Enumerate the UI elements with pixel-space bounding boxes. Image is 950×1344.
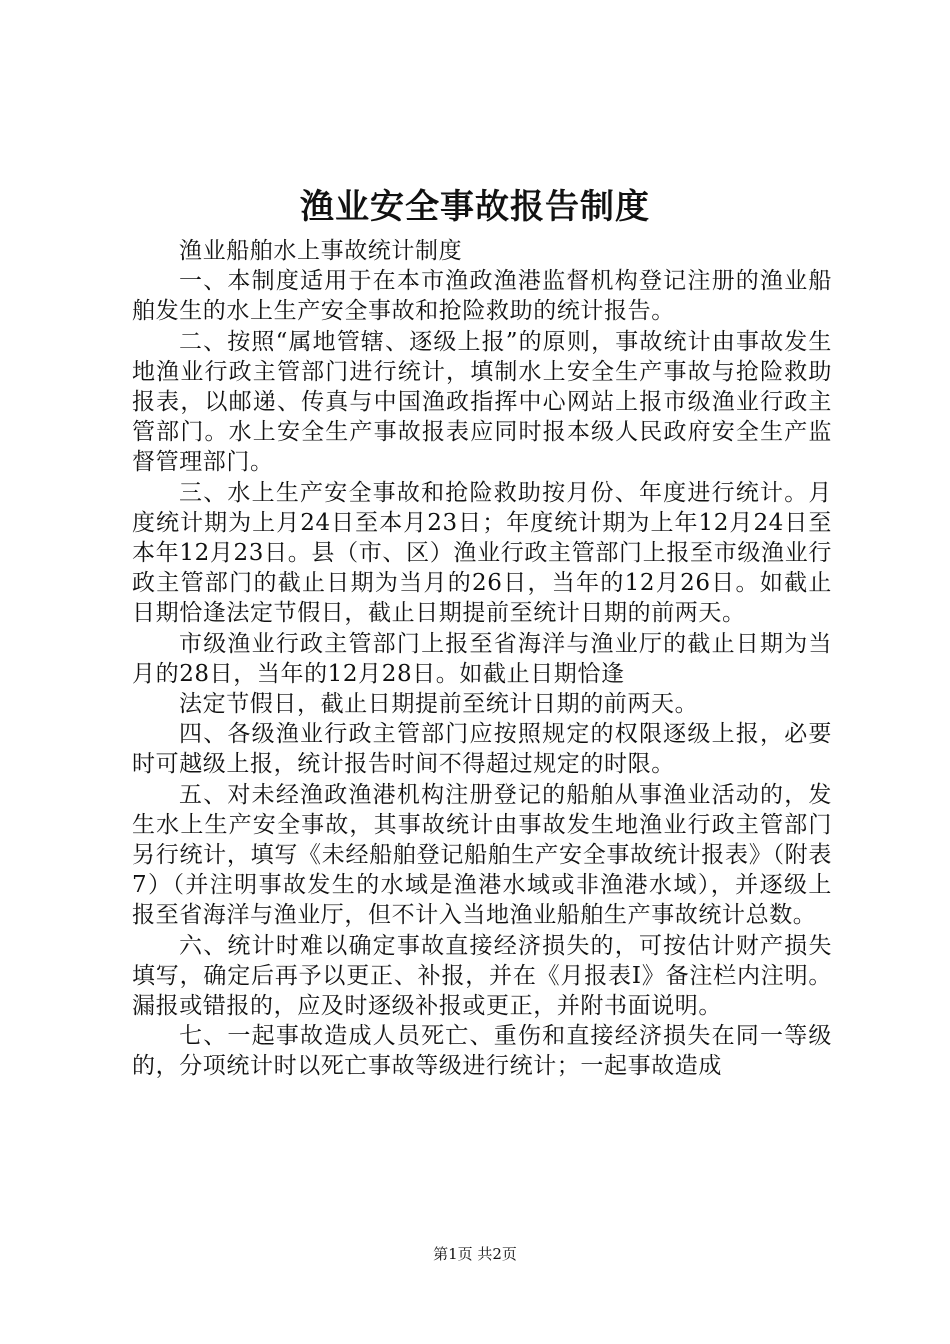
paragraph-8: 六、统计时难以确定事故直接经济损失的，可按估计财产损失填写，确定后再予以更正、补报，并在《月报表Ⅰ》备注栏内注明。漏报或错报的，应及时逐级补报或更正，并附书面说明。	[132, 932, 832, 1020]
paragraph-9: 七、一起事故造成人员死亡、重伤和直接经济损失在同一等级的，分项统计时以死亡事故等级进行统计；一起事故造成	[132, 1023, 832, 1080]
document-body	[132, 236, 832, 1082]
paragraph-6: 四、各级渔业行政主管部门应按照规定的权限逐级上报，必要时可越级上报，统计报告时间不得超过规定的时限。	[132, 721, 832, 778]
paragraph-7: 五、对未经渔政渔港机构注册登记的船舶从事渔业活动的，发生水上生产安全事故，其事故统计由事故发生地渔业行政主管部门另行统计，填写《未经船舶登记船舶生产安全事故统计报表》（附表7）（并注明事故发生的水域是渔港水域或非渔港水域），并逐级上报至省海洋与渔业厅，但不计入当地渔业船舶生产事故统计总数。	[132, 781, 832, 929]
paragraph-1: 一、本制度适用于在本市渔政渔港监督机构登记注册的渔业船舶发生的水上生产安全事故和抢险救助的统计报告。	[132, 268, 832, 325]
document-title: 渔业安全事故报告制度	[300, 187, 650, 227]
paragraph-5: 法定节假日，截止日期提前至统计日期的前两天。	[179, 691, 699, 718]
paragraph-4: 市级渔业行政主管部门上报至省海洋与渔业厅的截止日期为当月的28日，当年的12月28日。如截止日期恰逢	[132, 630, 832, 687]
page-number-footer: 第1页 共2页	[433, 1245, 517, 1263]
paragraph-subtitle: 渔业船舶水上事故统计制度	[179, 238, 463, 264]
paragraph-3: 三、水上生产安全事故和抢险救助按月份、年度进行统计。月度统计期为上月24日至本月23日；年度统计期为上年12月24日至本年12月23日。县（市、区）渔业行政主管部门上报至市级渔业行政主管部门的截止日期为当月的26日，当年的12月26日。如截止日期恰逢法定节假日，截止日期提前至统计日期的前两天。	[132, 479, 832, 627]
paragraph-2: 二、按照“属地管辖、逐级上报”的原则，事故统计由事故发生地渔业行政主管部门进行统计，填制水上安全生产事故与抢险救助报表，以邮递、传真与中国渔政指挥中心网站上报市级渔业行政主管部门。水上安全生产事故报表应同时报本级人民政府安全生产监督管理部门。	[132, 328, 832, 476]
